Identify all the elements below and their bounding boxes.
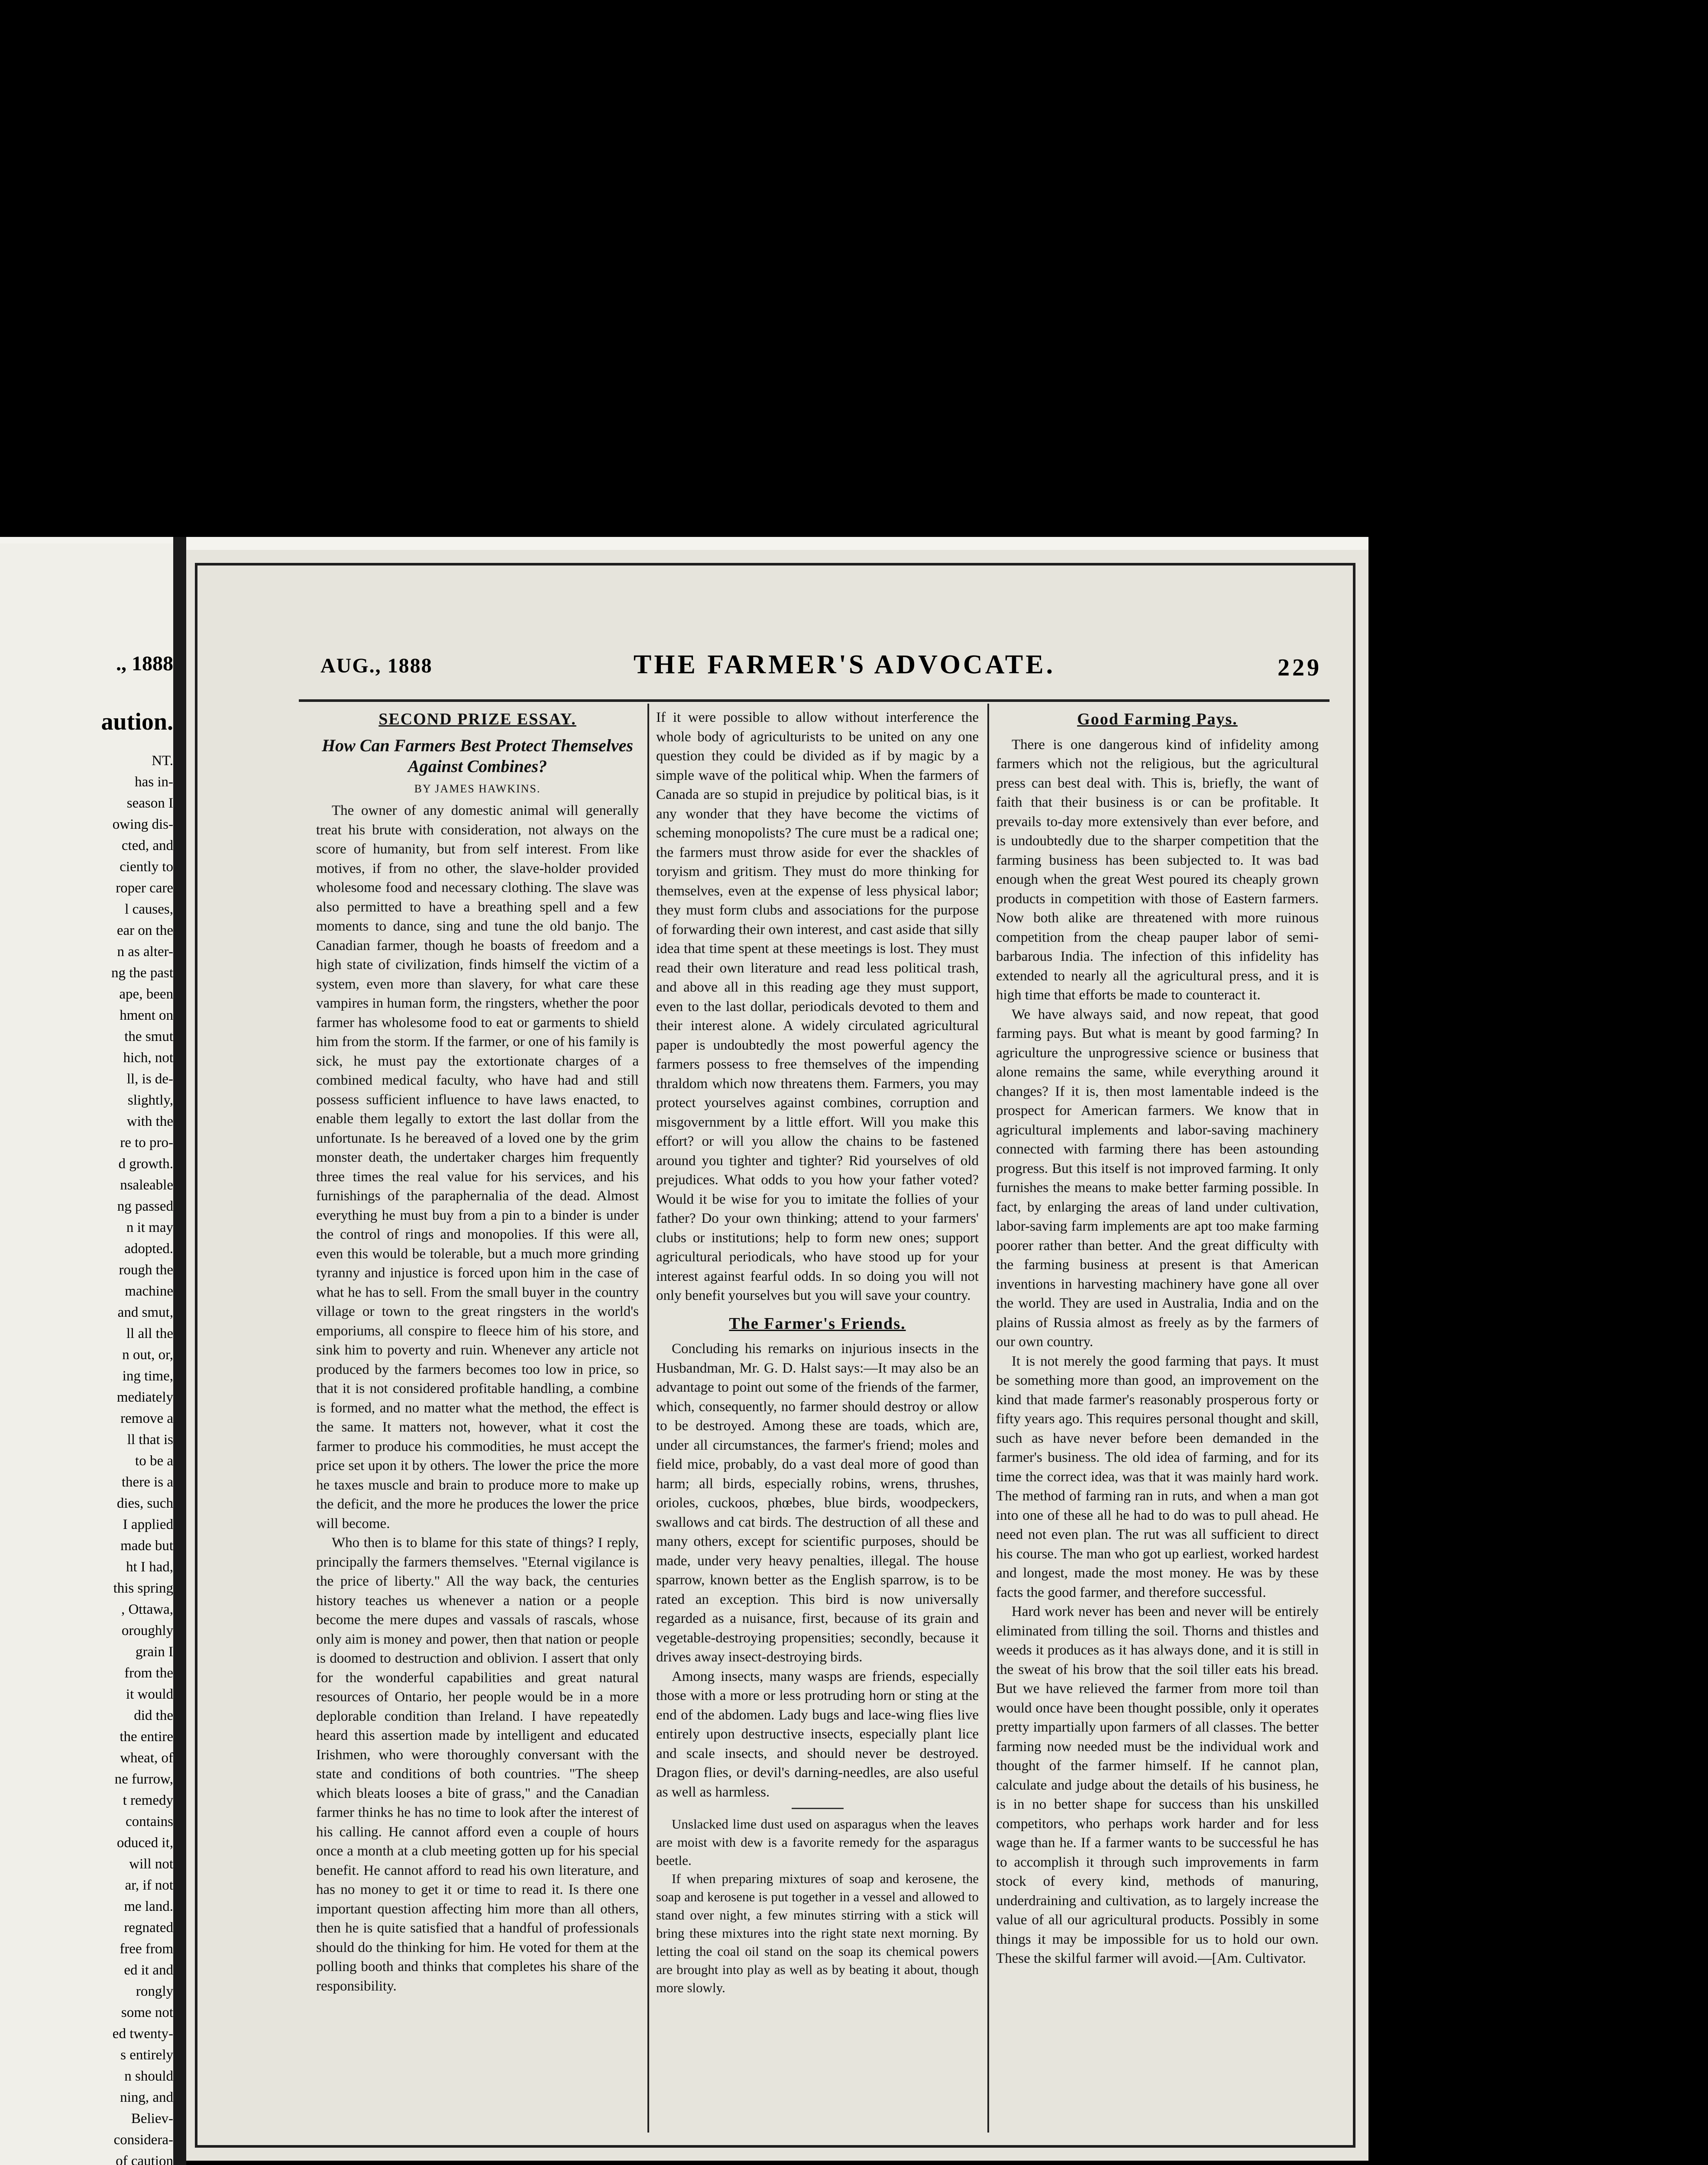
essay-title: How Can Farmers Best Protect Themselves Against Combines?	[322, 735, 633, 776]
previous-page-line: will not	[129, 1856, 173, 1872]
previous-page-line: l causes,	[125, 902, 173, 917]
previous-page-line: n it may	[126, 1220, 173, 1235]
previous-page-line: with the	[126, 1114, 173, 1129]
previous-page-line: ar, if not	[125, 1877, 173, 1893]
article-title-good-farming-pays: Good Farming Pays.	[1077, 710, 1238, 728]
previous-page-line: n out, or,	[122, 1347, 173, 1363]
article-paragraph: It is not merely the good farming that pays. It must be something more than good, an improvement on the kind that made farmer's reasonably prosperous forty or fifty years ago. This requires personal thought and skill, such as have never before been demanded in the farmer's business. The old idea of farming, and for its time the correct idea, was that it was mainly hard work. The method of farming ran in ruts, and when a man got into one of these all he had to do was to pull ahead. He need not even plan. The rut was all sufficient to direct his course. The man who got up earliest, worked hardest and longest, made the most money. He was by these facts the good farmer, and therefore successful.	[996, 1353, 1319, 1600]
article-paragraph: Among insects, many wasps are friends, especially those with a more or less protruding horn or sting at the end of the abdomen. Lady bugs and lace-wing flies live entirely upon destructive insects, especially plant lice and scale insects, and should never be destroyed. Dragon flies, or devil's darning-needles, are also useful as well as harmless.	[656, 1668, 979, 1800]
previous-page-line: made but	[120, 1538, 173, 1554]
article-paragraph: Hard work never has been and never will be entirely eliminated from tilling the soil. Thorns and thistles and weeds it produces as it has always done, and it is still in the sweat of his brow that the soil tiller eats his bread. But we have relieved the farmer from more toil than would once have been thought possible, only it operates pretty impartially upon farmers of all classes. The better farming now needed must be the individual work and thought of the farmer himself. If he cannot plan, calculate and judge about the details of his business, he is in no better shape for success than his unskilled competitors, who perhaps work harder and for less wage than he. If a farmer wants to be successful he has to accomplish it through such improvements in farm stock of every kind, methods of manuring, underdraining and cultivation, as to largely increase the value of all our agricultural products. Possibly in some things it may be impossible for us to hold our own. These the skilful farmer will avoid.—[Am. Cultivator.	[996, 1604, 1319, 1966]
article-paragraph: We have always said, and now repeat, that good farming pays. But what is meant by good farming? In agriculture the unprogressive science or business that alone remains the same, while everything around it changes? If it is, then most lamentable indeed is the prospect for American farmers. We know that in agricultural implements and labor-saving machinery connected with farming there has been astounding progress. But this itself is not improved farming. It only furnishes the means to make better farming possible. In fact, by enlarging the areas of land under cultivation, labor-saving farm implements are apt too make farming poorer rather than better. And the great difficulty with the farming business at present is that American inventions in harvesting machinery have gone all over the world. They are used in Australia, India and on the plains of Russia almost as freely as by the farmers of our own country.	[996, 1006, 1319, 1350]
previous-page-line: d growth.	[118, 1156, 173, 1172]
header-date: AUG., 1888	[320, 654, 433, 677]
previous-page-line: ear on the	[116, 923, 173, 938]
previous-page-line: some not	[121, 2005, 173, 2020]
previous-page-header: ., 1888	[116, 652, 173, 675]
previous-page-line: the smut	[124, 1029, 173, 1044]
previous-page-line: , Ottawa,	[121, 1602, 173, 1617]
previous-page-line: oroughly	[121, 1623, 173, 1638]
previous-page-line: dies, such	[116, 1496, 173, 1511]
previous-page-line: season I	[126, 795, 173, 811]
article-paragraph: Concluding his remarks on injurious insects in the Husbandman, Mr. G. D. Halst says:—It may also be an advantage to point out some of the friends of the farmer, which, consequently, no farmer should destroy or allow to be destroyed. Among these are toads, which are, under all circumstances, the farmer's friend; moles and field mice, probably, do a vast deal more of good than harm; all birds, especially robins, wrens, thrushes, orioles, cuckoos, phœbes, blue birds, woodpeckers, swallows and cat birds. The destruction of all these and many others, except for scientific purposes, should be made, under very heavy penalties, illegal. The house sparrow, known better as the English sparrow, is to be rated an exception. This bird is now universally regarded as a nuisance, first, because of its grain and vegetable-destroying propensities; secondly, because it drives away insect-destroying birds.	[656, 1341, 979, 1665]
previous-page-title: aution.	[101, 708, 173, 735]
previous-page-line: ciently to	[120, 859, 173, 875]
previous-page-line: ng passed	[117, 1199, 173, 1214]
previous-page-line: machine	[125, 1283, 173, 1299]
masthead-title: THE FARMER'S ADVOCATE.	[633, 650, 1056, 679]
note-paragraph: If when preparing mixtures of soap and kerosene, the soap and kerosene is put together in a vessel and allowed to stand over night, a few minutes stirring with a stick will bring these mixtures into the right state next morning. By letting the coal oil stand on the soap its chemical powers are brought into play as well as by beating it about, though more slowly.	[656, 1871, 979, 1995]
previous-page-strip	[0, 543, 182, 2165]
previous-page-line: remove a	[120, 1411, 173, 1426]
previous-page-line: grain I	[135, 1644, 173, 1660]
previous-page-line: did the	[134, 1708, 173, 1723]
previous-page-line: owing dis-	[112, 817, 173, 832]
previous-page-line: ed it and	[124, 1962, 173, 1978]
previous-page-line: rough the	[119, 1262, 173, 1278]
previous-page-line: regnated	[124, 1920, 173, 1936]
previous-page-line: ape, been	[119, 986, 173, 1002]
previous-page-line: Believ-	[131, 2111, 173, 2126]
previous-page-line: NT.	[152, 753, 173, 769]
previous-page-line: this spring	[113, 1580, 173, 1596]
previous-page-line: considera-	[113, 2132, 173, 2148]
previous-page-line: ll that is	[127, 1432, 173, 1448]
previous-page-line: ll, is de-	[126, 1071, 173, 1087]
previous-page-line: hich, not	[123, 1050, 173, 1066]
previous-page-line: oduced it,	[116, 1835, 173, 1851]
previous-page-line: contains	[126, 1814, 173, 1829]
scan-background-right	[1368, 0, 1708, 2165]
previous-page-line: me land.	[124, 1899, 173, 1914]
previous-page-line: s entirely	[120, 2047, 173, 2063]
previous-page-line: slightly,	[127, 1092, 173, 1108]
column-rule-2	[987, 704, 989, 2133]
header-rule	[299, 699, 1330, 702]
page-number: 229	[1278, 654, 1322, 681]
previous-page-line: of caution	[116, 2153, 173, 2165]
previous-page-line: rongly	[136, 1984, 173, 1999]
previous-page-line: has in-	[135, 774, 173, 790]
previous-page-line: cted, and	[121, 838, 173, 853]
previous-page-line: ng the past	[111, 965, 173, 981]
previous-page-line: ed twenty-	[112, 2026, 173, 2042]
previous-page-line: it would	[126, 1687, 173, 1702]
previous-page-line: ht I had,	[126, 1559, 173, 1575]
column-3	[996, 708, 1319, 1968]
column-rule-1	[647, 704, 649, 2133]
previous-page-line: n should	[124, 2068, 173, 2084]
essay-continuation: If it were possible to allow without interference the whole body of agriculturists to be united on any one question they could be divided as if by magic by a simple wave of the political whip. When the farmers of Canada are so stupid in prejudice by political bias, is it any wonder that they have become the victims of scheming monopolists? The cure must be a radical one; the farmers must throw aside for ever the shackles of toryism and gritism. They must do more thinking for themselves, even at the expense of less physical labor; they must form clubs and associations for the purpose of forwarding their own interest, and cast aside that silly idea that time spent at these meetings is lost. They must read their own literature and read less political trash, and above all in this reading age they must support, even to the last dollar, periodicals devoted to them and their interest alone. A widely circulated agricultural paper is undoubtedly the most powerful agency the farmers possess to free themselves of the impending thraldom which now threatens them. Farmers, you may protect yourselves against combines, corruption and misgovernment by a little effort. Will you make this effort? or will you allow the chains to be fastened around you tighter and tighter? Rid yourselves of old prejudices. What odds to you how your father voted? Would it be wise for you to imitate the follies of your father? Do your own thinking; attend to your farmers' clubs or institutions; help to form new ones; support agricultural periodicals, who have stood up for your interest against fearful odds. In so doing you will not only benefit yourselves but you will save your country.	[656, 710, 979, 1303]
section-heading: SECOND PRIZE ESSAY.	[378, 710, 576, 728]
previous-page-line: ing time,	[122, 1368, 173, 1384]
previous-page-line: hment on	[120, 1008, 173, 1023]
previous-page-line: adopted.	[124, 1241, 173, 1257]
previous-page-line: re to pro-	[120, 1135, 173, 1150]
previous-page-line: nsaleable	[120, 1177, 173, 1193]
essay-paragraph: Who then is to blame for this state of things? I reply, principally the farmers themselves. "Eternal vigilance is the price of liberty." All the way back, the centuries history teaches us whenever a nation or a people become the mere dupes and vassals of rascals, whose only aim is money and power, then that nation or people is doomed to destruction and oblivion. I assert that only for the wonderful capabilities and great natural resources of Ontario, her people would be in a more deplorable condition than Ireland. I have repeatedly heard this assertion made by intelligent and educated Irishmen, who were thoroughly conversant with the state and conditions of both countries. "The sheep which bleats looses a bite of grass," and the Canadian farmer thinks he has no time to look after the interest of his calling. He cannot afford even a couple of hours once a month at a club meeting gotten up for his special benefit. He cannot afford to read his own literature, and has no money to get it or time to read it. Is there one important question affecting him more than all others, then he is quite satisfied that a handful of professionals should do the thinking for him. He voted for them at the polling booth and thinks that completes his share of the responsibility.	[316, 1535, 639, 1994]
book-spine	[173, 537, 186, 2165]
scan-background-bottom	[182, 2161, 1368, 2165]
previous-page-line: I applied	[123, 1517, 173, 1532]
previous-page-line: wheat, of	[120, 1750, 173, 1766]
previous-page-line: roper care	[116, 880, 173, 896]
essay-paragraph: The owner of any domestic animal will generally treat his brute with consideration, not always on the score of humanity, but from self interest. From like motives, if from no other, the slave-holder provided wholesome food and necessary clothing. The slave was also permitted to have a breathing spell and a few moments to dance, sing and tune the old banjo. The Canadian farmer, though he boasts of freedom and a high state of civilization, finds himself the victim of a system, even more than slavery, for what care these vampires in human form, the ringsters, whether the poor farmer has wholesome food to eat or garments to shield him from the storm. If the farmer, or one of his family is sick, he must pay the extortionate charges of a combined medical faculty, who have had and still possess sufficient influence to have laws enacted, to enable them legally to extort the last dollar from the unfortunate. Is he bereaved of a loved one by the grim monster death, the undertaker charges him frequently three times the real value for his services, and his furnishings of the paraphernalia of the dead. Almost everything he must buy from a pin to a binder is under the control of rings and monopolies. If this were all, even this would be tolerable, but a much more grinding tyranny and injustice is forced upon him in the case of what he has to sell. From the small buyer in the country village or town to the great ringsters in the world's emporiums, all conspire to fleece him of his store, and sink him to poverty and ruin. Whenever any article not produced by the farmers becomes too low in price, so that it is not considered profitable handling, a combine is formed, and no matter what the method, the effect is the same. It matters not, however, what it cost the farmer to produce his commodities, he must accept the price set upon it by others. The lower the price the more he taxes muscle and brain to produce more to make up the deficit, and the more he produces the lower the price will become.	[316, 803, 639, 1532]
previous-page-line: mediately	[116, 1389, 173, 1405]
previous-page-line: and smut,	[117, 1305, 173, 1320]
article-title-farmers-friends: The Farmer's Friends.	[729, 1314, 906, 1333]
previous-page-line: n as alter-	[117, 944, 173, 960]
previous-page-line: the entire	[120, 1729, 173, 1745]
previous-page-line: ning, and	[120, 2090, 173, 2105]
previous-page-line: there is a	[121, 1474, 173, 1490]
previous-page-line: t remedy	[123, 1793, 173, 1808]
note-paragraph: Unslacked lime dust used on asparagus when the leaves are moist with dew is a favorite remedy for the asparagus beetle.	[656, 1816, 979, 1868]
essay-byline: BY JAMES HAWKINS.	[414, 782, 541, 795]
previous-page-line: free from	[120, 1941, 173, 1957]
article-paragraph: There is one dangerous kind of infidelity among farmers which not the religious, but the agricultural press can best deal with. This is, briefly, the want of faith that their business is or can be profitable. It prevails to-day more extensively than ever before, and is undoubtedly due to the sharper competition that the farming business has been subjected to. It was bad enough when the great West poured its cheaply grown products in competition with those of Eastern farmers. Now both alike are threatened with more ruinous competition from the cheap pauper labor of semi-barbarous India. The infection of this infidelity has extended to nearly all the agricultural press, and it is high time that efforts be made to counteract it.	[996, 737, 1319, 1003]
previous-page-line: ll all the	[126, 1326, 173, 1341]
separator-rule	[792, 1808, 844, 1809]
column-2	[656, 708, 979, 1997]
column-1	[316, 708, 639, 1996]
previous-page-line: to be a	[135, 1453, 173, 1469]
previous-page-line: from the	[124, 1665, 173, 1681]
previous-page-line: ne furrow,	[114, 1771, 173, 1787]
